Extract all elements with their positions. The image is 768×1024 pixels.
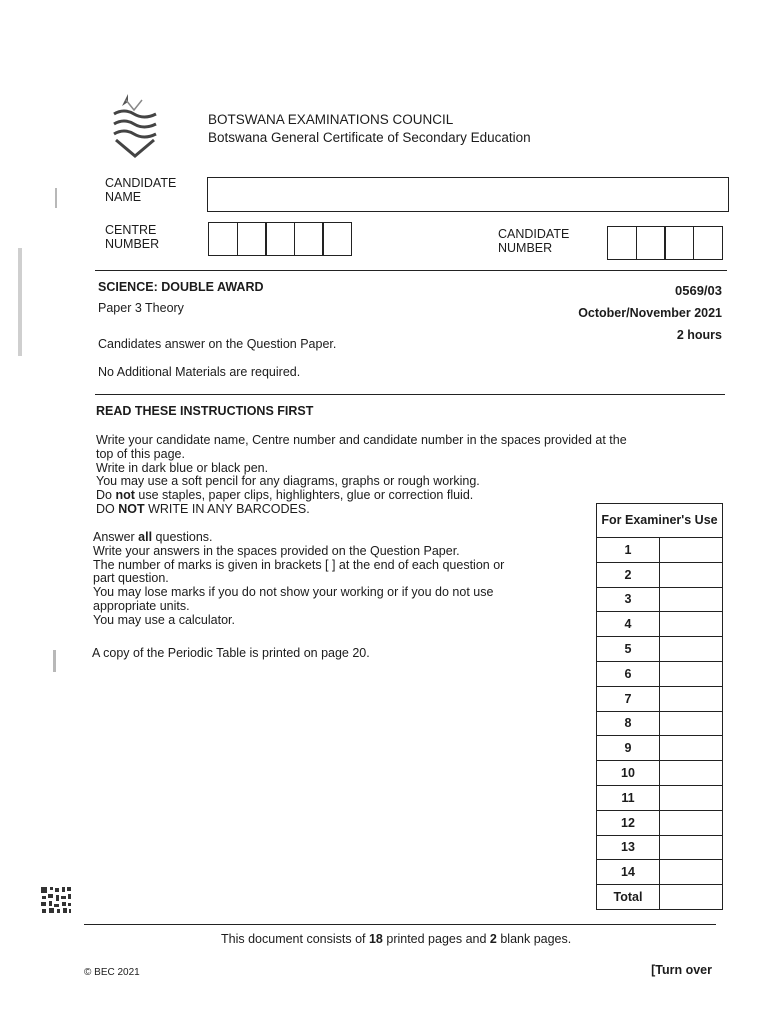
centre-digit-box[interactable] — [294, 222, 324, 256]
candidate-number-field[interactable] — [607, 226, 723, 260]
instruction-line: Write in dark blue or black pen. — [96, 460, 269, 475]
candidate-number-label-1: CANDIDATE — [498, 227, 570, 241]
instruction-line: Answer all questions. — [93, 530, 213, 544]
mark-cell[interactable] — [660, 637, 723, 662]
candidate-digit-box[interactable] — [607, 226, 637, 260]
instruction-line: You may use a soft pencil for any diagrams, graphs or rough working. — [96, 474, 480, 489]
table-row — [597, 637, 723, 662]
mark-cell[interactable] — [660, 587, 723, 612]
instruction-line: The number of marks is given in brackets [ ] at the end of each question or — [93, 557, 505, 572]
question-number: 10 — [597, 761, 660, 786]
copyright: © BEC 2021 — [84, 967, 140, 978]
mark-cell[interactable] — [660, 785, 723, 810]
question-number: 5 — [597, 637, 660, 662]
mark-cell[interactable] — [660, 810, 723, 835]
table-row — [597, 587, 723, 612]
exam-session: October/November 2021 — [578, 306, 722, 320]
mark-cell[interactable] — [660, 860, 723, 885]
table-row — [597, 661, 723, 686]
centre-number-label-1: CENTRE — [105, 223, 157, 237]
total-label: Total — [597, 885, 660, 910]
scan-mark — [55, 188, 57, 208]
question-number: 12 — [597, 810, 660, 835]
instructions-heading: READ THESE INSTRUCTIONS FIRST — [96, 404, 314, 418]
instruction-line: You may use a calculator. — [93, 612, 235, 627]
candidate-number-label-2: NUMBER — [498, 241, 553, 255]
question-number: 7 — [597, 686, 660, 711]
turn-over: [Turn over — [651, 963, 712, 977]
mark-cell[interactable] — [660, 686, 723, 711]
mark-cell[interactable] — [660, 711, 723, 736]
divider — [95, 270, 727, 271]
paper-name: Paper 3 Theory — [98, 301, 184, 315]
mark-cell[interactable] — [660, 562, 723, 587]
certificate-name: Botswana General Certificate of Secondary Education — [208, 130, 531, 145]
table-row — [597, 761, 723, 786]
centre-digit-box[interactable] — [237, 222, 267, 256]
bec-logo-icon — [108, 92, 162, 158]
table-row — [597, 686, 723, 711]
instruction-line: appropriate units. — [93, 598, 190, 613]
question-number: 11 — [597, 785, 660, 810]
candidate-digit-box[interactable] — [693, 226, 723, 260]
question-number: 6 — [597, 661, 660, 686]
examiner-table — [596, 503, 723, 910]
examiner-table-header: For Examiner's Use — [597, 504, 723, 538]
instruction-line: top of this page. — [96, 446, 185, 461]
table-row — [597, 835, 723, 860]
mark-cell[interactable] — [660, 736, 723, 761]
question-number: 4 — [597, 612, 660, 637]
question-number: 2 — [597, 562, 660, 587]
question-number: 8 — [597, 711, 660, 736]
question-number: 14 — [597, 860, 660, 885]
question-number: 3 — [597, 587, 660, 612]
table-row — [597, 538, 723, 563]
instructions-block — [96, 434, 627, 517]
instruction-line: part question. — [93, 571, 169, 586]
candidate-digit-box[interactable] — [636, 226, 666, 260]
mark-cell[interactable] — [660, 761, 723, 786]
table-row — [597, 885, 723, 910]
centre-digit-box[interactable] — [322, 222, 352, 256]
centre-number-label-2: NUMBER — [105, 237, 160, 251]
org-name: BOTSWANA EXAMINATIONS COUNCIL — [208, 112, 454, 127]
instruction-line: Do not use staples, paper clips, highlighters, glue or correction fluid. — [96, 488, 474, 503]
candidate-name-label-2: NAME — [105, 190, 142, 204]
table-row — [597, 736, 723, 761]
barcode-icon — [40, 886, 72, 914]
candidate-name-field[interactable] — [207, 177, 729, 212]
mark-cell[interactable] — [660, 538, 723, 563]
centre-digit-box[interactable] — [265, 222, 295, 256]
instruction-line: DO NOT WRITE IN ANY BARCODES. — [96, 501, 310, 516]
mark-cell[interactable] — [660, 612, 723, 637]
instruction-line: Write your candidate name, Centre number and candidate number in the spaces provided at the — [96, 433, 627, 447]
periodic-table-note: A copy of the Periodic Table is printed on page 20. — [92, 646, 370, 660]
answer-note: Candidates answer on the Question Paper. — [98, 337, 337, 351]
table-row — [597, 860, 723, 885]
instruction-line: Write your answers in the spaces provided on the Question Paper. — [93, 543, 460, 558]
divider — [95, 394, 725, 395]
instructions-block-2 — [93, 531, 504, 628]
instruction-line: You may lose marks if you do not show your working or if you do not use — [93, 585, 494, 600]
mark-cell[interactable] — [660, 835, 723, 860]
table-row — [597, 810, 723, 835]
scan-mark — [53, 650, 56, 672]
centre-digit-box[interactable] — [208, 222, 238, 256]
total-cell[interactable] — [660, 885, 723, 910]
page-count-note: This document consists of 18 printed pages and 2 blank pages. — [221, 932, 572, 946]
subject-title: SCIENCE: DOUBLE AWARD — [98, 280, 264, 294]
candidate-digit-box[interactable] — [664, 226, 694, 260]
exam-duration: 2 hours — [676, 328, 722, 342]
table-row — [597, 562, 723, 587]
table-row — [597, 785, 723, 810]
paper-code: 0569/03 — [675, 283, 722, 298]
table-row — [597, 612, 723, 637]
centre-number-field[interactable] — [208, 222, 352, 256]
mark-cell[interactable] — [660, 661, 723, 686]
table-row — [597, 711, 723, 736]
question-number: 9 — [597, 736, 660, 761]
question-number: 13 — [597, 835, 660, 860]
candidate-name-label-1: CANDIDATE — [105, 176, 177, 190]
question-number: 1 — [597, 538, 660, 563]
footer-divider — [84, 924, 716, 925]
materials-note: No Additional Materials are required. — [98, 365, 301, 379]
scan-mark — [18, 248, 22, 356]
